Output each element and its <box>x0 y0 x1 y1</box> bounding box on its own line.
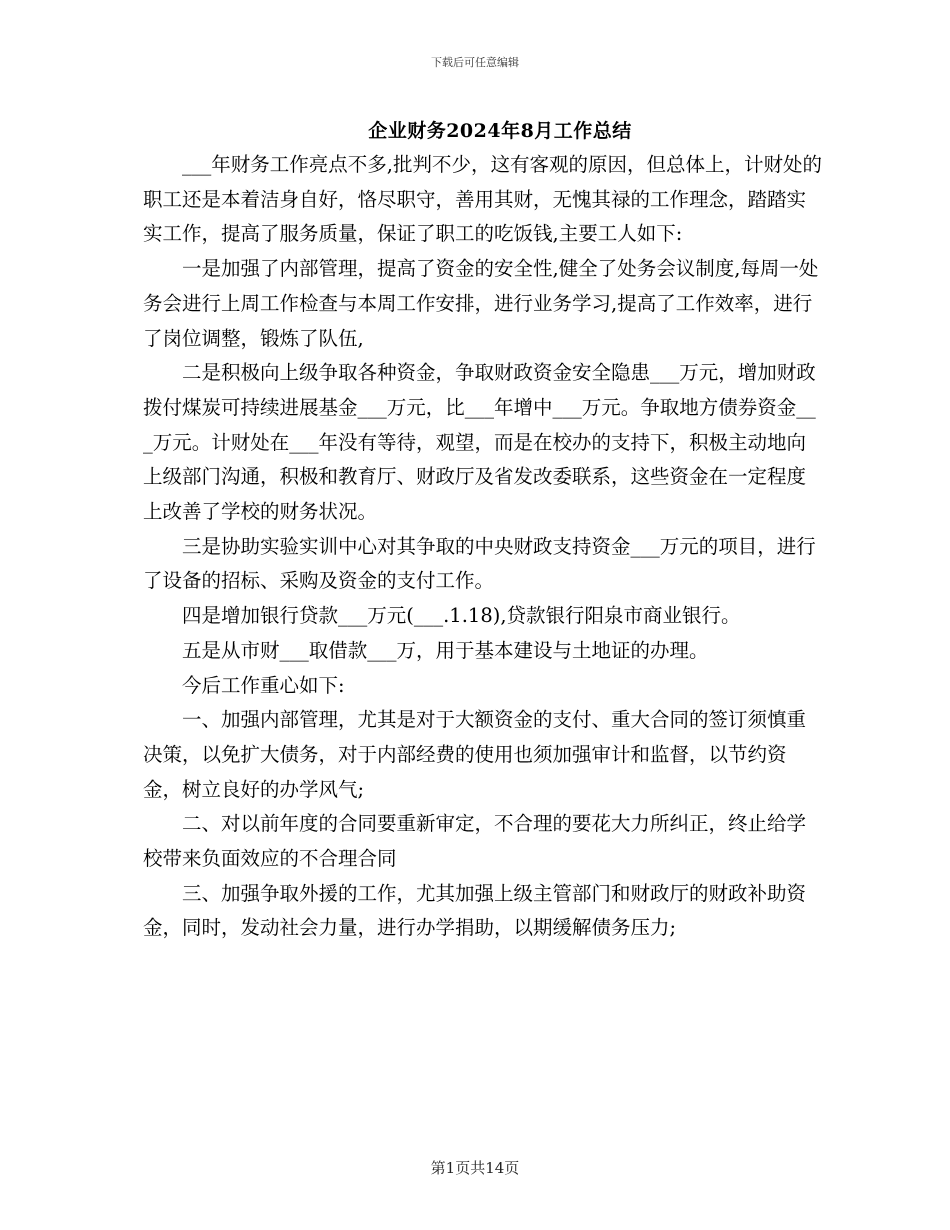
paragraph-future-2: 二、对以前年度的合同要重新审定，不合理的要花大力所纠正，终止给学校带来负面效应的不合理合同 <box>143 812 807 871</box>
paragraph-item-3: 三是协助实验实训中心对其争取的中央财政支持资金___万元的项目，进行了设备的招标、采购及资金的支付工作。 <box>143 534 816 593</box>
paragraph-future-heading: 今后工作重心如下: <box>182 673 345 697</box>
paragraph-item-5: 五是从市财___取借款___万，用于基本建设与土地证的办理。 <box>182 638 709 662</box>
header-note: 下载后可任意编辑 <box>431 56 519 69</box>
paragraph-item-1: 一是加强了内部管理，提高了资金的安全性,健全了处务会议制度,每周一处务会进行上周工作检查与本周工作安排，进行业务学习,提高了工作效率，进行了岗位调整，锻炼了队伍, <box>143 257 819 350</box>
paragraph-item-4: 四是增加银行贷款___万元(___.1.18),贷款银行阳泉市商业银行。 <box>182 604 741 628</box>
document-body <box>143 148 823 946</box>
document-title: 企业财务2024年8月工作总结 <box>368 120 632 142</box>
paragraph-item-2: 二是积极向上级争取各种资金，争取财政资金安全隐患___万元，增加财政拨付煤炭可持续进展基金___万元，比___年增中___万元。争取地方债券资金___万元。计财处在___年没有等待，观望，而是在校办的支持下，积极主动地向上级部门沟通，积极和教育厅、财政厅及省发改委联系，这些资金在一定程度上改善了学校的财务状况。 <box>143 361 816 524</box>
paragraph-intro: ___年财务工作亮点不多,批判不少，这有客观的原因，但总体上，计财处的职工还是本着洁身自好，恪尽职守，善用其财，无愧其禄的工作理念，踏踏实实工作，提高了服务质量，保证了职工的吃饭钱,主要工人如下: <box>143 153 822 246</box>
page-footer: 第1页共14页 <box>430 1159 520 1177</box>
paragraph-future-3: 三、加强争取外援的工作，尤其加强上级主管部门和财政厅的财政补助资金，同时，发动社会力量，进行办学捐助，以期缓解债务压力; <box>143 881 807 940</box>
paragraph-future-1: 一、加强内部管理，尤其是对于大额资金的支付、重大合同的签订须慎重决策，以免扩大债务，对于内部经费的使用也须加强审计和监督，以节约资金，树立良好的办学风气; <box>143 708 807 801</box>
